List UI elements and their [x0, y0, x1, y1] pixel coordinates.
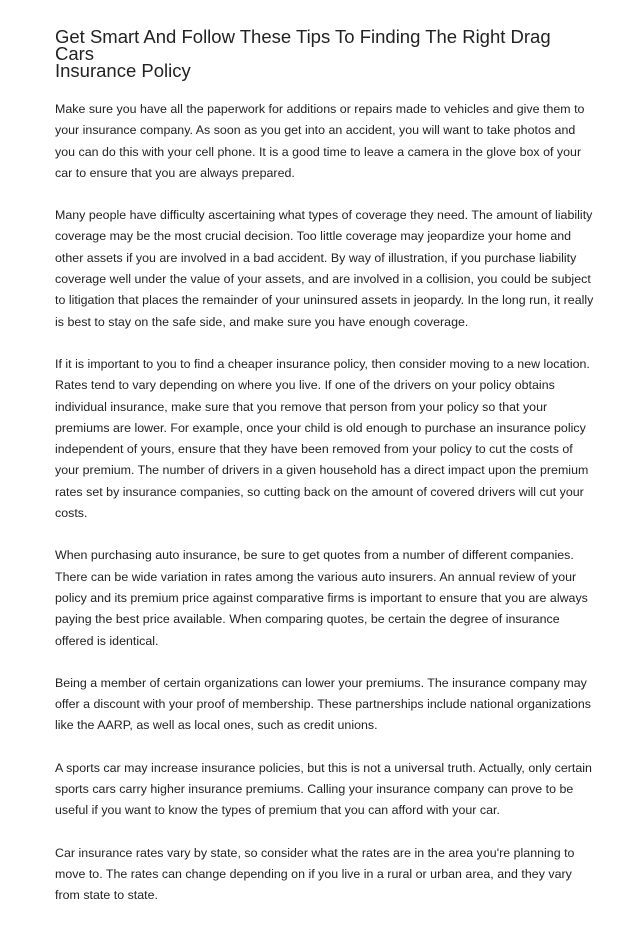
paragraph-quotes: When purchasing auto insurance, be sure to get quotes from a number of different companies. There can be wide variation in rates among the various auto insurers. An annual review of your policy and its premium price against comparative firms is important to ensure that you are always paying the best price available. When comparing quotes, be certain the degree of insurance offered is identical.	[55, 548, 588, 648]
title-line-3: Insurance Policy	[55, 60, 191, 81]
document-body	[55, 99, 595, 907]
title-line-1: Get Smart And Follow These Tips To Finding The Right Drag	[55, 26, 551, 47]
paragraph-state-rates: Car insurance rates vary by state, so consider what the rates are in the area you're planning to move to. The rates can change depending on if you live in a rural or urban area, and they vary from state to state.	[55, 845, 575, 903]
document-page	[55, 28, 595, 928]
paragraph-organizations: Being a member of certain organizations can lower your premiums. The insurance company may offer a discount with your proof of membership. These partnerships include national organizations like the AARP, as well as local ones, such as credit unions.	[55, 675, 591, 733]
title-line-2: Cars	[55, 43, 95, 64]
document-title	[55, 28, 595, 79]
paragraph-cheaper-policy: If it is important to you to find a cheaper insurance policy, then consider moving to a new location. Rates tend to vary depending on where you live. If one of the drivers on your policy obtains individual insurance, make sure that you remove that person from your policy so that your premiums are lower. For example, once your child is old enough to purchase an insurance policy independent of yours, ensure that they have been removed from your policy to cut the costs of your premium. The number of drivers in a given household has a direct impact upon the premium rates set by insurance companies, so cutting back on the amount of covered drivers will cut your costs.	[55, 356, 590, 521]
paragraph-liability-coverage: Many people have difficulty ascertaining what types of coverage they need. The amount of liability coverage may be the most crucial decision. Too little coverage may jeopardize your home and other assets if you are involved in a bad accident. By way of illustration, if you purchase liability coverage well under the value of your assets, and are involved in a collision, you could be subject to litigation that places the remainder of your uninsured assets in jeopardy. In the long run, it really is best to stay on the safe side, and make sure you have enough coverage.	[55, 208, 594, 329]
paragraph-sports-car: A sports car may increase insurance policies, but this is not a universal truth. Actually, only certain sports cars carry higher insurance premiums. Calling your insurance company can prove to be useful if you want to know the types of premium that you can afford with your car.	[55, 760, 592, 818]
paragraph-paperwork: Make sure you have all the paperwork for additions or repairs made to vehicles and give them to your insurance company. As soon as you get into an accident, you will want to take photos and you can do this with your cell phone. It is a good time to leave a camera in the glove box of your car to ensure that you are always prepared.	[55, 102, 585, 180]
